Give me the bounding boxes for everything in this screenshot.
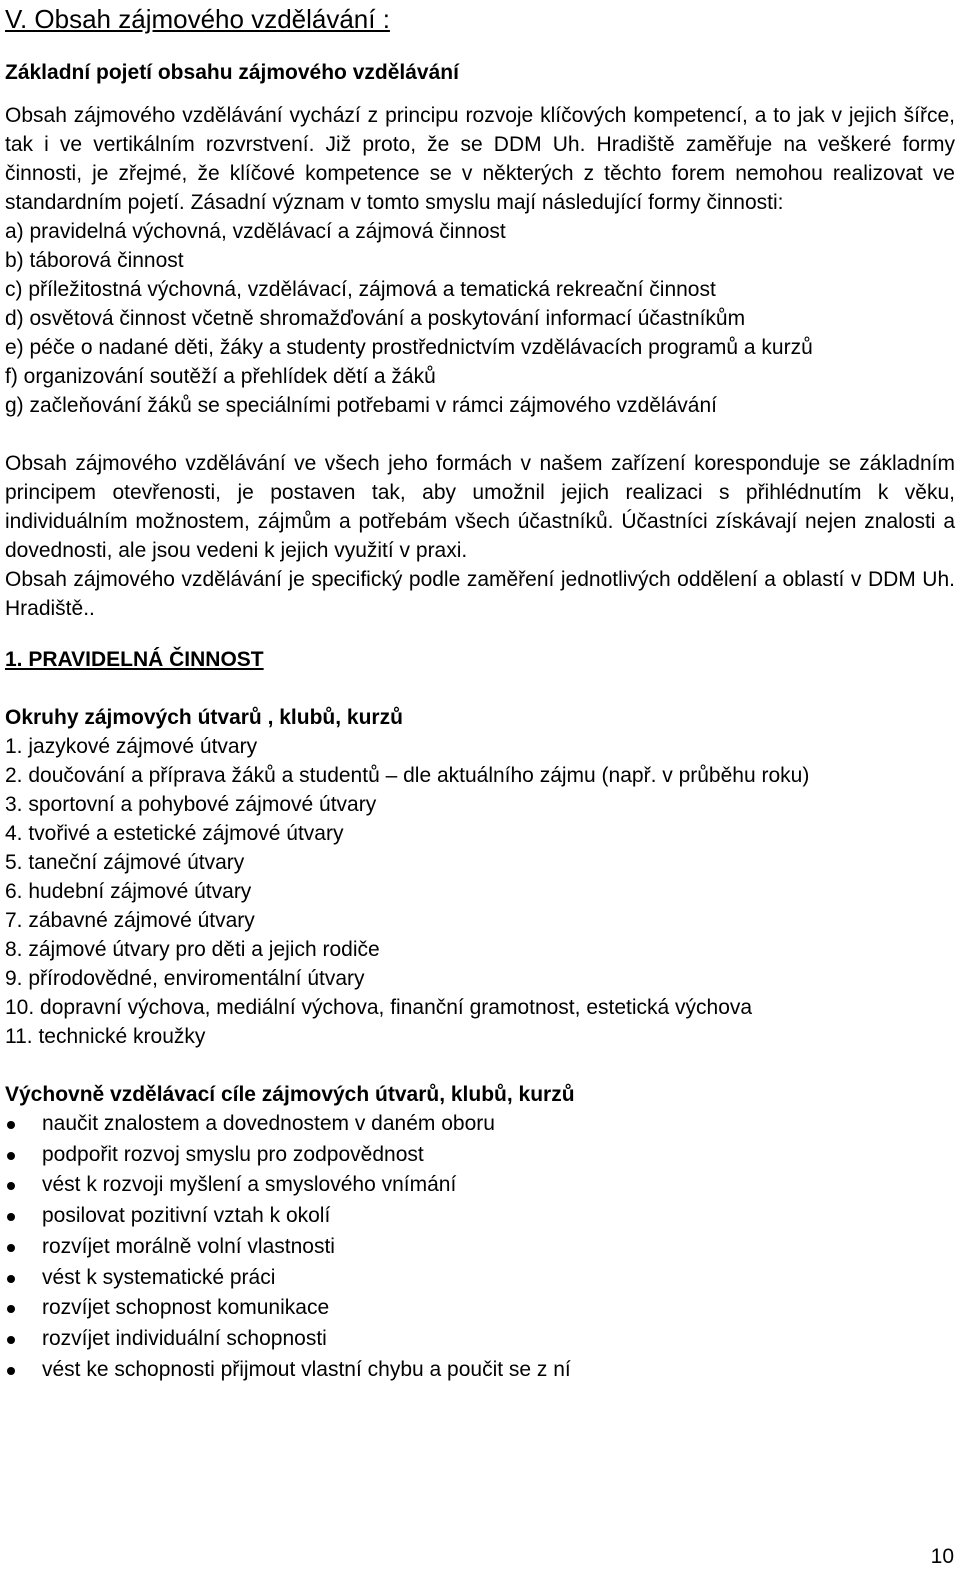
bullet-icon	[7, 1213, 15, 1221]
section-heading: 1. PRAVIDELNÁ ČINNOST	[5, 648, 264, 671]
list-item: 10. dopravní výchova, mediální výchova, finanční gramotnost, estetická výchova	[5, 996, 753, 1019]
list-item: f) organizování soutěží a přehlídek dětí a žáků	[5, 365, 436, 388]
list-item: 4. tvořivé a estetické zájmové útvary	[5, 822, 344, 845]
spacer	[5, 87, 955, 101]
list-item: a) pravidelná výchovná, vzdělávací a zájmová činnost	[5, 220, 506, 243]
list-item	[5, 1324, 955, 1355]
list-item	[5, 1140, 955, 1171]
list-item-text: rozvíjet individuální schopnosti	[42, 1326, 327, 1350]
section-subtitle: Základní pojetí obsahu zájmového vzdělávání	[5, 61, 459, 84]
spacer	[5, 1051, 955, 1080]
list-item: 2. doučování a příprava žáků a studentů – dle aktuálního zájmu (např. v průběhu roku)	[5, 764, 810, 787]
list-item: c) příležitostná výchovná, vzdělávací, zájmová a tematická rekreační činnost	[5, 278, 716, 301]
bullet-icon	[7, 1244, 15, 1252]
list-item: g) začleňování žáků se speciálními potřebami v rámci zájmového vzdělávání	[5, 394, 718, 417]
list-item: 3. sportovní a pohybové zájmové útvary	[5, 793, 377, 816]
paragraph-specific: Obsah zájmového vzdělávání je specifický podle zaměření jednotlivých oddělení a oblastí v DDM Uh. Hradiště..	[5, 568, 955, 620]
list-item	[5, 1293, 955, 1324]
list-item	[5, 1109, 955, 1140]
list-item: 5. taneční zájmové útvary	[5, 851, 245, 874]
bullet-icon	[7, 1305, 15, 1313]
goals-heading: Výchovně vzdělávací cíle zájmových útvarů, klubů, kurzů	[5, 1083, 575, 1106]
areas-heading: Okruhy zájmových útvarů , klubů, kurzů	[5, 706, 403, 729]
list-item	[5, 1355, 955, 1386]
bullet-icon	[7, 1275, 15, 1283]
list-item: 6. hudební zájmové útvary	[5, 880, 252, 903]
bullet-icon	[7, 1336, 15, 1344]
forms-list	[5, 217, 955, 420]
list-item: 1. jazykové zájmové útvary	[5, 735, 258, 758]
page-number: 10	[930, 1545, 954, 1568]
list-item	[5, 1263, 955, 1294]
list-item-text: vést k systematické práci	[42, 1265, 276, 1289]
spacer	[5, 674, 955, 703]
list-item-text: rozvíjet morálně volní vlastnosti	[42, 1234, 335, 1258]
spacer	[5, 420, 955, 449]
bullet-icon	[7, 1152, 15, 1160]
bullet-icon	[7, 1121, 15, 1129]
list-item-text: posilovat pozitivní vztah k okolí	[42, 1204, 331, 1228]
list-item	[5, 1232, 955, 1263]
chapter-title: V. Obsah zájmového vzdělávání :	[5, 4, 390, 34]
list-item: d) osvětová činnost včetně shromažďování a poskytování informací účastníkům	[5, 307, 746, 330]
areas-list	[5, 732, 955, 1051]
list-item: 9. přírodovědné, enviromentální útvary	[5, 967, 365, 990]
list-item: 8. zájmové útvary pro děti a jejich rodiče	[5, 938, 380, 961]
list-item	[5, 1170, 955, 1201]
list-item-text: vést k rozvoji myšlení a smyslového vnímání	[42, 1173, 457, 1197]
list-item: 11. technické kroužky	[5, 1025, 206, 1048]
list-item-text: naučit znalostem a dovednostem v daném oboru	[42, 1112, 495, 1135]
list-item-text: vést ke schopnosti přijmout vlastní chybu a poučit se z ní	[42, 1357, 571, 1381]
list-item-text: rozvíjet schopnost komunikace	[42, 1296, 330, 1320]
list-item-text: podpořit rozvoj smyslu pro zodpovědnost	[42, 1142, 424, 1166]
goals-list	[5, 1109, 955, 1385]
document-page	[5, 0, 955, 1385]
list-item: 7. zábavné zájmové útvary	[5, 909, 255, 932]
list-item	[5, 1201, 955, 1232]
list-item: b) táborová činnost	[5, 249, 184, 272]
paragraph-openness: Obsah zájmového vzdělávání ve všech jeho formách v našem zařízení koresponduje se základním principem otevřenosti, je postaven tak, aby umožnil jejich realizaci s přihlédnutím k věku, individuálním možnostem, zájmům a potřebám všech účastníků. Účastníci získávají nejen znalosti a dovednosti, ale jsou vedeni k jejich využití v praxi.	[5, 452, 955, 562]
list-item: e) péče o nadané děti, žáky a studenty prostřednictvím vzdělávacích programů a kurzů	[5, 336, 813, 359]
intro-paragraph: Obsah zájmového vzdělávání vychází z principu rozvoje klíčových kompetencí, a to jak v jejich šířce, tak i ve vertikálním rozvrstvení. Již proto, že se DDM Uh. Hradiště zaměřuje na veškeré formy činnosti, je zřejmé, že klíčové kompetence se v některých z těchto forem nemohou realizovat ve standardním pojetí. Zásadní význam v tomto smyslu mají následující formy činnosti:	[5, 104, 955, 214]
bullet-icon	[7, 1367, 15, 1375]
bullet-icon	[7, 1182, 15, 1190]
